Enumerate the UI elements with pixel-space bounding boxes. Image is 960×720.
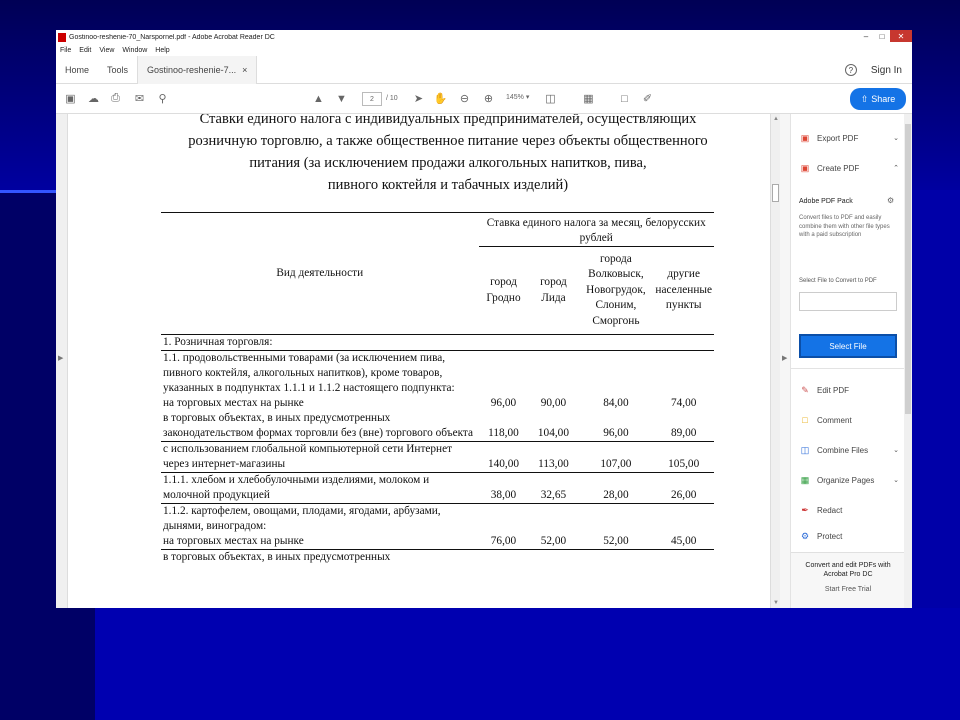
edit-pdf-icon: ✎: [801, 384, 809, 395]
protect-icon: ⚙: [800, 530, 810, 541]
rates-table: [161, 212, 714, 565]
table-cell: 89,00: [653, 411, 714, 442]
redact-label: Redact: [817, 505, 843, 515]
scroll-thumb[interactable]: [772, 184, 779, 202]
save-icon[interactable]: ▣: [65, 93, 76, 105]
table-cell: 140,00: [479, 442, 529, 473]
convert-file-field[interactable]: [799, 292, 897, 311]
toolbar: [56, 84, 912, 114]
header-rate-span: Ставка единого налога за месяц, белорусских рублей: [479, 213, 715, 247]
export-pdf-item[interactable]: [799, 130, 899, 146]
search-icon[interactable]: ⚲: [158, 93, 167, 105]
organize-pages-label: Organize Pages: [817, 475, 875, 485]
create-pdf-label: Create PDF: [817, 163, 860, 173]
row-internet-label: с использованием глобальной компьютерной сети Интернет через интернет-магазины: [161, 442, 479, 473]
content-area: [56, 114, 912, 608]
tools-pane-scrollbar[interactable]: [904, 114, 912, 608]
row-1-1-text: 1.1. продовольственными товарами (за исключением пива, пивного коктейля, алкогольных напитков), кроме товаров, указанных в подпунктах 1.1.1 и 1.1.2 настоящего подпункта:: [163, 352, 455, 394]
document-title-line: пивного коктейля и табачных изделий): [327, 177, 569, 193]
header-col-other: другие населенные пункты: [653, 247, 714, 335]
minimize-button[interactable]: –: [863, 31, 869, 41]
row-1-1-1-label: 1.1.1. хлебом и хлебобулочными изделиями, молоком и молочной продукцией: [161, 473, 479, 504]
tab-tools[interactable]: Tools: [107, 64, 129, 75]
header-col-lida: город Лида: [528, 247, 578, 335]
row-1-1-2-market-label: на торговых местах на рынке: [161, 534, 479, 550]
tab-document[interactable]: [137, 56, 257, 84]
combine-files-icon: ◫: [800, 444, 810, 455]
tabs-bar: [56, 56, 912, 84]
comment-icon[interactable]: □: [621, 92, 628, 105]
sign-in-link[interactable]: Sign In: [870, 64, 902, 76]
combine-files-item[interactable]: [799, 442, 899, 458]
redact-icon: ✒: [801, 504, 809, 515]
comment-icon: □: [802, 415, 808, 425]
table-cell: 26,00: [653, 473, 714, 504]
export-pdf-icon: ▣: [800, 132, 810, 143]
title-bar: [56, 30, 912, 44]
create-pdf-item[interactable]: [799, 160, 899, 176]
menu-help[interactable]: Help: [155, 46, 170, 54]
collapse-right-icon[interactable]: ▶: [782, 355, 788, 362]
menu-view[interactable]: View: [99, 46, 115, 54]
section-retail: 1. Розничная торговля:: [161, 335, 714, 351]
pdf-pack-description: Convert files to PDF and easily combine them with other file types with a paid subscription: [799, 215, 890, 239]
edit-pdf-label: Edit PDF: [817, 385, 850, 395]
fit-page-icon[interactable]: ◫: [545, 93, 556, 105]
menu-window[interactable]: Window: [122, 46, 148, 54]
select-cursor-icon[interactable]: ➤: [413, 93, 424, 105]
table-cell: 84,00: [603, 397, 629, 409]
chevron-up-icon[interactable]: ⌃: [893, 165, 899, 172]
table-cell: 113,00: [528, 442, 578, 473]
chevron-down-icon[interactable]: ⌄: [893, 477, 899, 484]
document-view[interactable]: [68, 114, 770, 608]
table-cell: 28,00: [578, 473, 653, 504]
document-title-line: розничную торговлю, а также общественное питание через объекты общественного: [188, 133, 708, 149]
scroll-mode-icon[interactable]: ▦: [583, 93, 594, 105]
pen-icon[interactable]: ✐: [642, 93, 653, 105]
table-cell: 74,00: [670, 397, 697, 409]
print-icon[interactable]: ⎙: [111, 92, 120, 104]
left-panel-rail[interactable]: [56, 114, 68, 608]
email-icon[interactable]: ✉: [134, 93, 145, 105]
row-market-label: на торговых местах на рынке: [163, 397, 304, 409]
help-icon[interactable]: ?: [845, 64, 857, 76]
protect-item[interactable]: [799, 528, 899, 544]
row-objects-label: в торговых объектах, в иных предусмотренных законодательством формах торговли без (вне) торгового объекта: [161, 411, 479, 442]
zoom-level-select[interactable]: 145% ▾: [506, 94, 530, 101]
header-col-grodno: город Гродно: [479, 247, 529, 335]
document-scrollbar[interactable]: [770, 114, 780, 608]
tab-close-icon[interactable]: ×: [242, 64, 248, 75]
promo-text: Convert and edit PDFs with Acrobat Pro DC: [805, 562, 891, 579]
table-cell: 90,00: [540, 397, 567, 409]
menu-bar: [56, 44, 912, 56]
row-1-1-2-text: 1.1.2. картофелем, овощами, плодами, ягодами, арбузами, дынями, виноградом:: [163, 505, 441, 532]
table-cell: 105,00: [653, 442, 714, 473]
export-pdf-label: Export PDF: [817, 133, 859, 143]
share-icon: ⇧: [860, 93, 869, 104]
table-cell: 52,00: [578, 534, 653, 550]
page-total: / 10: [386, 95, 398, 102]
slide-right-block: [912, 190, 960, 610]
zoom-out-icon[interactable]: ⊖: [459, 93, 470, 105]
comment-item[interactable]: [799, 412, 899, 428]
tools-pane: [790, 114, 904, 608]
right-panel-toggle[interactable]: [780, 114, 790, 608]
table-cell: 96,00: [578, 411, 653, 442]
rates-table-wrap: [161, 212, 714, 565]
table-cell: 32,65: [528, 473, 578, 504]
table-cell: 52,00: [528, 534, 578, 550]
organize-pages-item[interactable]: [799, 472, 899, 488]
pdf-pack-icon: ⚙: [887, 196, 895, 205]
create-pdf-icon: ▣: [800, 162, 810, 173]
convert-label: Select File to Convert to PDF: [799, 278, 877, 284]
tab-home[interactable]: Home: [65, 64, 90, 75]
header-activity: Вид деятельности: [161, 213, 479, 335]
tab-document-label: Gostinoo-reshenie-7...: [147, 64, 237, 75]
protect-label: Protect: [817, 531, 843, 541]
expand-left-icon[interactable]: ▶: [58, 355, 64, 362]
table-cell: 76,00: [479, 534, 529, 550]
chevron-down-icon[interactable]: ⌄: [893, 135, 899, 142]
document-title-line: Ставки единого налога с индивидуальных предпринимателей, осуществляющих: [199, 114, 697, 127]
share-button[interactable]: [850, 88, 906, 110]
maximize-button[interactable]: □: [879, 31, 885, 41]
menu-edit[interactable]: Edit: [79, 46, 92, 54]
start-trial-link[interactable]: Start Free Trial: [824, 585, 872, 593]
divider: [791, 368, 905, 369]
organize-pages-icon: ▦: [800, 474, 810, 485]
select-file-button[interactable]: Select File: [799, 334, 897, 358]
pdf-pack-title: Adobe PDF Pack: [799, 198, 853, 205]
tools-pane-scroll-thumb[interactable]: [905, 124, 911, 414]
page-down-icon[interactable]: ▼: [336, 92, 347, 105]
row-cut-label: в торговых объектах, в иных предусмотренных: [163, 551, 391, 563]
document-title-line: питания (за исключением продажи алкогольных напитков, пива,: [249, 155, 647, 171]
table-cell: 45,00: [653, 534, 714, 550]
promo-box: [791, 552, 905, 608]
close-window-button[interactable]: ✕: [890, 30, 912, 42]
upload-cloud-icon[interactable]: ☁: [88, 93, 99, 105]
combine-files-label: Combine Files: [817, 445, 869, 455]
slide-accent-line: [0, 190, 60, 193]
chevron-down-icon[interactable]: ⌄: [893, 447, 899, 454]
table-cell: 38,00: [479, 473, 529, 504]
page-up-icon[interactable]: ▲: [313, 92, 324, 105]
window-title: Gostinoo-reshenie-70_Narspornel.pdf - Adobe Acrobat Reader DC: [69, 33, 275, 41]
page-number-input[interactable]: 2: [362, 92, 382, 106]
slide-bottom-block: [95, 608, 960, 720]
table-cell: 96,00: [490, 397, 517, 409]
table-cell: 118,00: [479, 411, 529, 442]
zoom-level-value: 145%: [506, 94, 524, 101]
acrobat-app-icon: [58, 33, 66, 42]
comment-label: Comment: [817, 415, 852, 425]
scroll-up-icon[interactable]: ▲: [773, 116, 779, 122]
table-cell: 104,00: [528, 411, 578, 442]
acrobat-window: [56, 30, 912, 608]
header-col-volkovysk: города Волковыск, Новогрудок, Слоним, Сморгонь: [578, 247, 653, 335]
hand-tool-icon[interactable]: ✋: [433, 93, 448, 105]
redact-item[interactable]: [799, 502, 899, 518]
menu-file[interactable]: File: [60, 46, 72, 54]
scroll-down-icon[interactable]: ▼: [773, 600, 779, 606]
document-title: [128, 114, 768, 196]
table-cell: 107,00: [578, 442, 653, 473]
zoom-in-icon[interactable]: ⊕: [483, 93, 494, 105]
edit-pdf-item[interactable]: [799, 382, 899, 398]
share-label: Share: [871, 94, 896, 104]
